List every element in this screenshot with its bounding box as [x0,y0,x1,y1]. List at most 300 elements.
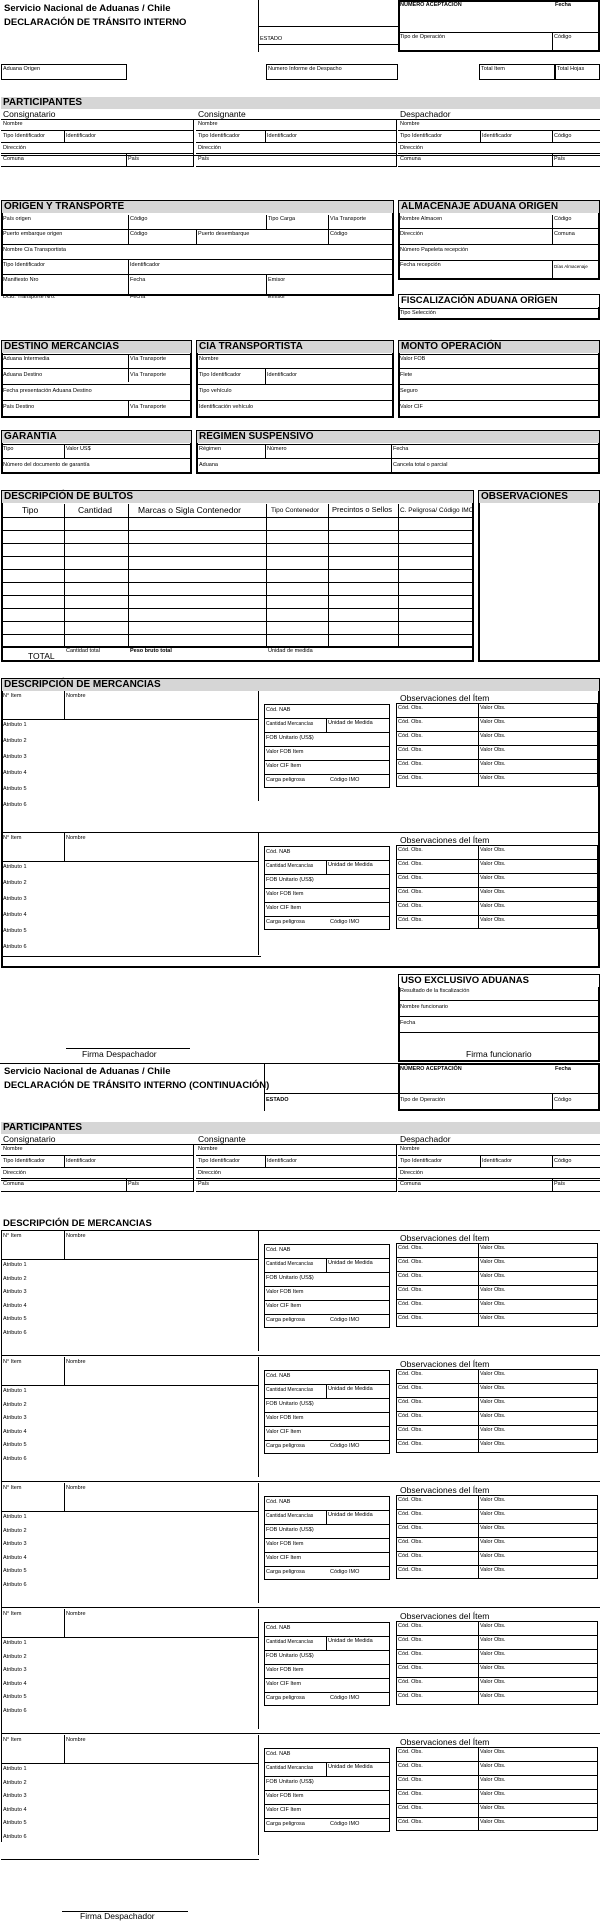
valor-obs-label: Valor Obs. [480,1791,506,1797]
h-rule [197,400,393,401]
valor-obs-label: Valor Obs. [480,1385,506,1391]
h-rule [264,746,390,747]
h-rule [1,861,259,862]
h-rule [398,142,600,143]
h-rule [264,1692,390,1693]
field-label: Cód. NAB [266,849,291,855]
valor-obs-label: Valor Obs. [480,889,506,895]
v-rule [126,154,127,166]
valor-obs-label: Valor Obs. [480,719,506,725]
h-rule [264,1524,390,1525]
h-rule [1,1155,193,1156]
h-rule [264,1790,390,1791]
field-label: Nombre [198,121,218,127]
field-label: Emisor [268,294,286,300]
atributo-label: Atributo 1 [3,1262,27,1268]
h-rule [264,1286,390,1287]
field-label: Dirección [3,1170,26,1176]
field-label: Código [330,231,348,237]
field-label: Valor CIF Item [266,763,302,769]
field-label: Valor CIF Item [266,1681,302,1687]
valor-obs-label: Valor Obs. [480,1651,506,1657]
atributo-label: Atributo 2 [3,1527,27,1534]
v-rule [258,833,259,955]
field-label: Nombre [66,693,86,699]
cod-obs-label: Cód. Obs. [398,1399,423,1405]
h-rule [2,646,473,647]
v-rule [128,354,129,382]
fiscalizacion-header: FISCALIZACIÓN ADUANA ORÍGEN [399,295,599,307]
cod-obs-label: Cód. Obs. [398,761,423,767]
h-rule [396,915,598,916]
cod-obs-label: Cód. Obs. [398,1763,423,1769]
h-rule [399,260,599,261]
bultos-row [2,582,473,583]
field-label: Valor FOB Item [266,1793,304,1799]
cantidad-mercancias-label: Cantidad Mercancías [266,1387,314,1393]
h-rule [196,166,396,167]
cod-obs-label: Cód. Obs. [398,1245,423,1251]
valor-obs-label: Valor Obs. [480,903,506,909]
h-rule [396,901,598,902]
field-label: Vía Transporte [330,216,367,222]
cod-obs-label: Cód. Obs. [398,1441,423,1447]
field-label: Identificador [267,1158,297,1164]
bultos-row [2,543,473,544]
field-label: Tipo de Operación [400,34,446,40]
atributo-label: Atributo 5 [3,1568,27,1574]
cantidad-mercancias-label: Cantidad Mercancías [266,1639,314,1645]
valor-obs-label: Valor Obs. [480,1427,506,1433]
regimen-header: RÉGIMEN SUSPENSIVO [197,431,599,443]
field-label: Tipo Identificador [3,133,45,139]
cod-obs-label: Cód. Obs. [398,1637,423,1643]
atributo-label: Atributo 4 [3,1806,27,1813]
obs-item-title: Observaciones del Ítem [400,1611,490,1621]
uso-header: USO EXCLUSIVO ADUANAS [399,975,599,987]
h-rule [396,1257,598,1258]
cod-obs-label: Cód. Obs. [398,1315,423,1321]
field-label: Código [554,34,572,40]
atributo-label: Atributo 3 [3,754,27,760]
h-rule [264,860,390,861]
valor-obs-label: Valor Obs. [480,1245,506,1251]
h-rule [264,1412,390,1413]
atributo-label: Atributo 4 [3,1302,27,1309]
field-label: Código [554,216,572,222]
field-label: Nombre Cía Transportista [3,247,66,253]
field-label: Aduana Destino [3,372,43,378]
field-label: Valor CIF [400,404,423,410]
v-rule [328,230,329,245]
v-rule [64,130,65,142]
label: Despachador [400,109,451,119]
valor-obs-label: Valor Obs. [480,1301,506,1307]
atributo-label: Atributo 2 [3,1779,27,1786]
field-label: Unidad de Medida [328,720,373,726]
v-rule [552,1179,553,1191]
mercancias-title-2: DESCRIPCIÓN DE MERCANCIAS [3,1218,152,1229]
field-label: FOB Unitario (US$) [266,1653,314,1659]
h-rule [396,1285,598,1286]
field-label: Unidad de Medida [328,1512,373,1518]
field-label: Comuna [400,156,421,162]
cod-obs-label: Cód. Obs. [398,1539,423,1545]
h-rule [396,1551,598,1552]
h-rule [1,1144,600,1145]
h-rule [396,1663,598,1664]
cantidad-mercancias-label: Cantidad Mercancías [266,863,314,869]
field-label: Cód. NAB [266,1625,291,1631]
field-label: Unidad de medida [268,648,313,654]
atributo-label: Atributo 5 [3,928,27,934]
field-label: Nombre [198,1146,218,1152]
estado-label: ESTADO [260,36,283,42]
atributo-label: Atributo 1 [3,1640,27,1646]
h-rule [197,444,599,445]
field-label: Valor CIF Item [266,905,302,911]
form-title-cont: DECLARACIÓN DE TRÁNSITO INTERNO (CONTINUACIÓN) [4,1080,270,1091]
v-rule [193,119,194,167]
h-rule [396,1523,598,1524]
h-rule [264,1300,390,1301]
h-rule [264,1678,390,1679]
field-label: Identificador [267,133,297,139]
valor-obs-label: Valor Obs. [480,1399,506,1405]
obs-item-title: Observaciones del Ítem [400,693,490,703]
h-rule [399,400,599,401]
cod-obs-label: Cód. Obs. [398,917,423,923]
h-rule [1,719,259,720]
garantia-header: GARANTIA [2,431,191,443]
h-rule [1,119,600,120]
numero-aceptacion-label-2: NÚMERO ACEPTACIÓN [400,1066,462,1072]
h-rule [398,1167,600,1168]
cod-obs-label: Cód. Obs. [398,1819,423,1825]
h-rule [264,1314,390,1315]
cod-obs-label: Cód. Obs. [398,1805,423,1811]
almacenaje-header: ALMACENAJE ADUANA ORIGEN [399,201,599,213]
obs-item-title: Observaciones del Ítem [400,1485,490,1495]
field-label: Código [130,216,148,222]
valor-obs-label: Valor Obs. [480,1441,506,1447]
field-label: Comuna [554,231,575,237]
cod-obs-label: Cód. Obs. [398,847,423,853]
h-rule [399,1032,599,1033]
label: Marcas o Sigla Contenedor [138,505,242,515]
h-rule [1,166,193,167]
v-rule [64,1155,65,1167]
cantidad-mercancias-label: Cantidad Mercancías [266,1261,314,1267]
label: Despachador [400,1134,451,1144]
cod-obs-label: Cód. Obs. [398,1525,423,1531]
field-label: Nombre [66,1233,86,1239]
valor-obs-label: Valor Obs. [480,1777,506,1783]
field-label: Valor FOB Item [266,1289,304,1295]
cod-obs-label: Cód. Obs. [398,1511,423,1517]
h-rule [398,166,600,167]
h-rule [2,354,191,355]
v-rule [126,1179,127,1191]
cod-obs-label: Cód. Obs. [398,719,423,725]
field-label: Resultado de la fiscalización [400,988,470,994]
h-rule [399,384,599,385]
label: Consignante [198,109,246,119]
v-rule [196,230,197,245]
v-rule [398,504,399,646]
h-rule [197,354,393,355]
atributo-label: Atributo 2 [3,1275,27,1282]
field-label: Número del documento de garantía [3,462,90,468]
field-label: Puerto embarque origen [3,231,63,237]
atributo-label: Atributo 2 [3,738,27,744]
h-rule [2,444,191,445]
monto-header: MONTO OPERACIÓN [399,341,599,353]
field-label: Manifiesto Nro [3,277,39,283]
h-rule [258,44,400,45]
field-label: Valor FOB Item [266,891,304,897]
v-rule [264,1063,265,1111]
label: Cantidad [78,505,113,515]
field-label: FOB Unitario (US$) [266,1527,314,1533]
v-rule [265,368,266,384]
h-rule [398,153,600,154]
atributo-label: Atributo 2 [3,880,27,886]
field-label: Código IMO [330,777,360,783]
field-label: Nombre [66,1737,86,1743]
v-rule [64,504,65,646]
h-rule [1,1178,193,1179]
field-label: Tipo Identificador [198,133,240,139]
valor-obs-label: Valor Obs. [480,847,506,853]
v-rule [265,444,266,458]
v-rule [64,833,65,861]
h-rule [264,1776,390,1777]
field-label: País [128,156,140,162]
h-rule [2,384,191,385]
v-rule [480,1155,481,1167]
h-rule [399,354,599,355]
h-rule [1,1481,600,1482]
h-rule [1,130,193,131]
v-rule [258,1357,259,1477]
h-rule [1,1355,600,1356]
h-rule [398,1093,600,1094]
v-rule [326,1384,327,1398]
h-rule [396,1537,598,1538]
h-rule [264,874,390,875]
cod-obs-label: Cód. Obs. [398,875,423,881]
bultos-row [2,517,473,518]
h-rule [396,1649,598,1650]
atributo-label: Atributo 6 [3,1581,27,1588]
field-label: Total Hojas [557,66,585,72]
v-rule [326,718,327,732]
cantidad-mercancias-label: Cantidad Mercancías [266,721,314,727]
h-rule [399,244,599,245]
h-rule [258,26,400,27]
field-label: Identificador [66,1158,96,1164]
v-rule [258,1735,259,1855]
v-rule [326,1510,327,1524]
h-rule [398,1178,600,1179]
v-rule [396,1144,397,1192]
field-label: País [554,156,566,162]
cod-obs-label: Cód. Obs. [398,1679,423,1685]
h-rule [1,1191,193,1192]
h-rule [399,1016,599,1017]
field-label: FOB Unitario (US$) [266,1275,314,1281]
h-rule [264,718,390,719]
obs-item-title: Observaciones del Ítem [400,1233,490,1243]
field-label: Puerto desembarque [198,231,250,237]
field-label: Dirección [198,145,221,151]
field-label: Carga peligrosa [266,777,305,783]
h-rule [396,1789,598,1790]
field-label: N° Item [3,1233,22,1239]
atributo-label: Atributo 4 [3,912,27,918]
v-rule [391,444,392,472]
v-rule [64,1231,65,1259]
h-rule [264,774,390,775]
bultos-row [2,595,473,596]
field-label: Identificación vehículo [199,404,254,410]
field-label: Tipo Selección [400,310,436,316]
h-rule [196,1191,396,1192]
h-rule [396,1397,598,1398]
cantidad-mercancias-label: Cantidad Mercancías [266,1513,314,1519]
field-label: Carga peligrosa [266,1695,305,1701]
cod-obs-label: Cód. Obs. [398,1665,423,1671]
field-label: Total Item [481,66,505,72]
field-label: N° Item [3,1485,22,1491]
v-rule [64,1609,65,1637]
h-rule [264,732,390,733]
v-rule [266,274,267,295]
atributo-label: Atributo 4 [3,1428,27,1435]
field-label: Unidad de Medida [328,862,373,868]
bultos-row [2,556,473,557]
v-rule [326,1258,327,1272]
h-rule [196,153,396,154]
field-label: Código [554,133,572,139]
atributo-label: Atributo 3 [3,1667,27,1673]
h-rule [2,274,393,275]
h-rule [1,1733,600,1734]
h-rule [399,368,599,369]
mercancias-header: DESCRIPCIÓN DE MERCANCIAS [2,679,599,691]
obs-item-title: Observaciones del Ítem [400,835,490,845]
h-rule [396,1313,598,1314]
field-label: FOB Unitario (US$) [266,1401,314,1407]
atributo-label: Atributo 4 [3,1554,27,1561]
h-rule [1,1859,259,1860]
v-rule [64,691,65,719]
h-rule [399,1000,599,1001]
field-label: Dirección [198,1170,221,1176]
field-label: Carga peligrosa [266,1317,305,1323]
h-rule [2,259,393,260]
field-label: Código IMO [330,1569,360,1575]
atributo-label: Atributo 4 [3,1680,27,1687]
cod-obs-label: Cód. Obs. [398,1623,423,1629]
h-rule [264,1398,390,1399]
h-rule [2,458,191,459]
v-rule [128,400,129,417]
field-label: Fecha recepción [400,262,441,268]
cod-obs-label: Cód. Obs. [398,1693,423,1699]
h-rule [1,1230,600,1231]
cia-header: CIA TRANSPORTISTA [197,341,393,353]
field-label: Valor FOB Item [266,1667,304,1673]
field-label: Nombre [66,835,86,841]
v-rule [64,1735,65,1763]
atributo-label: Atributo 3 [3,1793,27,1799]
peso-bruto-label: Peso bruto total [130,648,172,654]
field-label: Cód. NAB [266,1751,291,1757]
cod-obs-label: Cód. Obs. [398,1413,423,1419]
h-rule [264,1552,390,1553]
field-label: Fecha [130,294,146,300]
valor-obs-label: Valor Obs. [480,1567,506,1573]
atributo-label: Atributo 2 [3,1401,27,1408]
field-label: Código IMO [330,1695,360,1701]
atributo-label: Atributo 6 [3,802,27,808]
field-label: Nombre [400,121,420,127]
cod-obs-label: Cód. Obs. [398,1287,423,1293]
bultos-row [2,530,473,531]
atributo-label: Atributo 3 [3,896,27,902]
valor-obs-label: Valor Obs. [480,1413,506,1419]
agency-name-2: Servicio Nacional de Aduanas / Chile [4,1066,171,1077]
cod-obs-label: Cód. Obs. [398,1301,423,1307]
cod-obs-label: Cód. Obs. [398,1427,423,1433]
atributo-label: Atributo 6 [3,1707,27,1714]
h-rule [396,1271,598,1272]
field-label: Carga peligrosa [266,919,305,925]
fecha-label-2: Fecha [555,1066,571,1072]
field-label: Nombre [3,121,23,127]
valor-obs-label: Valor Obs. [480,1511,506,1517]
atributo-label: Atributo 3 [3,1415,27,1421]
field-label: Fecha [393,446,409,452]
atributo-label: Atributo 1 [3,1766,27,1772]
field-label: Unidad de Medida [328,1260,373,1266]
field-label: Código IMO [330,919,360,925]
v-rule [480,130,481,142]
cantidad-mercancias-label: Cantidad Mercancías [266,1765,314,1771]
field-label: Identificador [482,133,512,139]
field-label: Tipo Identificador [400,1158,442,1164]
v-rule [266,215,267,230]
field-label: Tipo Identificador [3,262,45,268]
h-rule [264,760,390,761]
field-label: Comuna [3,1181,24,1187]
field-label: FOB Unitario (US$) [266,735,314,741]
h-rule [264,1762,390,1763]
field-label: Tipo [3,446,14,452]
cod-obs-label: Cód. Obs. [398,1497,423,1503]
valor-obs-label: Valor Obs. [480,747,506,753]
form-title: DECLARACIÓN DE TRÁNSITO INTERNO [4,17,187,28]
field-label: Valor CIF Item [266,1555,302,1561]
valor-obs-label: Valor Obs. [480,1273,506,1279]
h-rule [396,717,598,718]
v-rule [128,504,129,646]
cod-obs-label: Cód. Obs. [398,1651,423,1657]
cod-obs-label: Cód. Obs. [398,1749,423,1755]
bultos-row [2,634,473,635]
